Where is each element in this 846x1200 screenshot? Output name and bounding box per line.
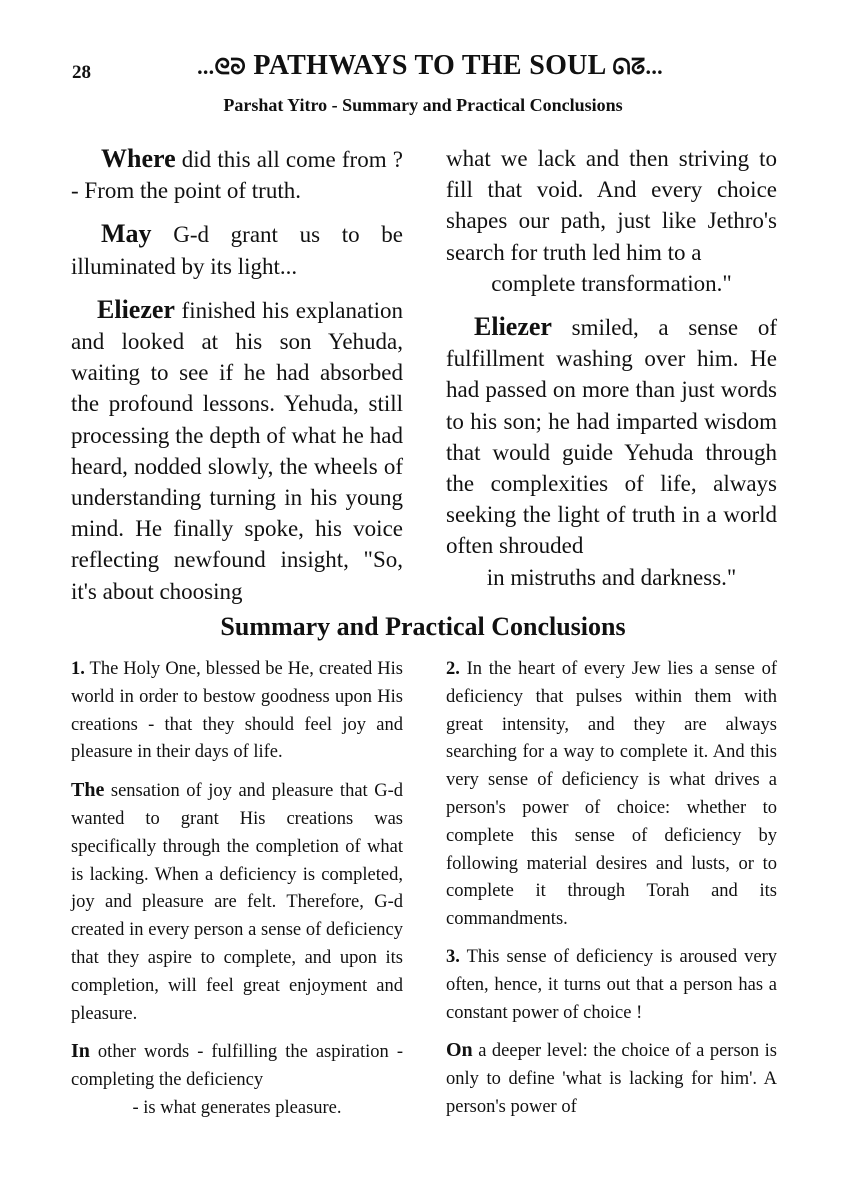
lead-word: Eliezer <box>97 294 175 324</box>
story-paragraph-last-line: complete transformation." <box>491 270 732 296</box>
lead-word: In <box>71 1040 90 1063</box>
paragraph-text: did this all come from ? - From the point of truth. <box>71 147 403 204</box>
paragraph-text: finished his explanation and looked at his son Yehuda, waiting to see if he had absorbed the profound lessons. Yehuda, still processing the depth of what he had heard, nodded slowly, the wheels of understanding turning in his young mind. He finally spoke, his voice reflecting newfound insight, "So, it's about choosing <box>71 297 403 604</box>
ornament-left-icon: ...ᘓᘐ <box>197 54 247 79</box>
paragraph-text: smiled, a sense of fulfillment washing over him. He had passed on more than just words to his son; he had imparted wisdom that would guide Yehuda through the complexities of life, always seeking the light of truth in a world often shrouded <box>446 315 777 559</box>
item-text: The Holy One, blessed be He, created His world in order to bestow goodness upon His creations - that they should feel joy and pleasure in their days of life. <box>71 659 403 763</box>
story-paragraph <box>71 294 403 607</box>
paragraph-text: what we lack and then striving to fill that void. And every choice shapes our path, just like Jethro's search for truth led him to a <box>446 146 777 265</box>
summary-item <box>446 656 777 934</box>
summary-left-column <box>71 656 403 1133</box>
summary-paragraph <box>71 1038 403 1095</box>
story-paragraph <box>71 143 403 206</box>
item-number: 3. <box>446 946 460 967</box>
section-title: Summary and Practical Conclusions <box>220 612 626 641</box>
story-paragraph <box>446 311 777 562</box>
story-paragraph <box>71 218 403 281</box>
summary-paragraph <box>446 1037 777 1121</box>
item-text: This sense of deficiency is aroused very often, hence, it turns out that a person has a constant power of choice ! <box>446 946 777 1023</box>
story-right-column <box>446 143 777 605</box>
item-text: In the heart of every Jew lies a sense of deficiency that pulses within them with great intensity, and they are always searching for a way to complete it. And this very sense of deficiency is what drives a person's power of choice: whether to complete this sense of deficiency by following material desires and lusts, or to complete it through Torah and its commandments. <box>446 659 777 930</box>
ornament-right-icon: ᘏᘔ... <box>612 54 663 79</box>
lead-word: Where <box>101 144 176 173</box>
item-number: 1. <box>71 659 85 679</box>
summary-item <box>71 656 403 767</box>
paragraph-text: G-d grant us to be illuminated by its light... <box>71 222 403 279</box>
lead-word: May <box>101 219 152 249</box>
book-title: PATHWAYS TO THE SOUL <box>253 50 606 81</box>
story-paragraph-last-line: in mistruths and darkness." <box>486 564 737 590</box>
paragraph-text: other words - fulfilling the aspiration - completing the deficiency <box>71 1042 403 1091</box>
paragraph-text: a deeper level: the choice of a person is only to define 'what is lacking for him'. A person's power of <box>446 1041 777 1117</box>
story-paragraph <box>446 143 777 268</box>
lead-word: Eliezer <box>474 312 552 342</box>
summary-right-column <box>446 656 777 1132</box>
summary-item <box>446 944 777 1027</box>
item-number: 2. <box>446 659 460 679</box>
summary-paragraph-last-line: - is what generates pleasure. <box>132 1097 342 1118</box>
chapter-subtitle: Parshat Yitro - Summary and Practical Conclusions <box>223 95 623 115</box>
running-head <box>130 50 730 82</box>
paragraph-text: sensation of joy and pleasure that G-d wanted to grant His creations was specifically through the completion of what is lacking. When a deficiency is completed, joy and pleasure are felt. Therefore, G-d created in every person a sense of deficiency that they aspire to complete, and upon its completion, will feel great enjoyment and pleasure. <box>71 781 403 1024</box>
lead-word: On <box>446 1039 473 1062</box>
lead-word: The <box>71 779 105 802</box>
summary-paragraph <box>71 777 403 1028</box>
story-left-column <box>71 143 403 619</box>
page-number: 28 <box>72 62 91 83</box>
